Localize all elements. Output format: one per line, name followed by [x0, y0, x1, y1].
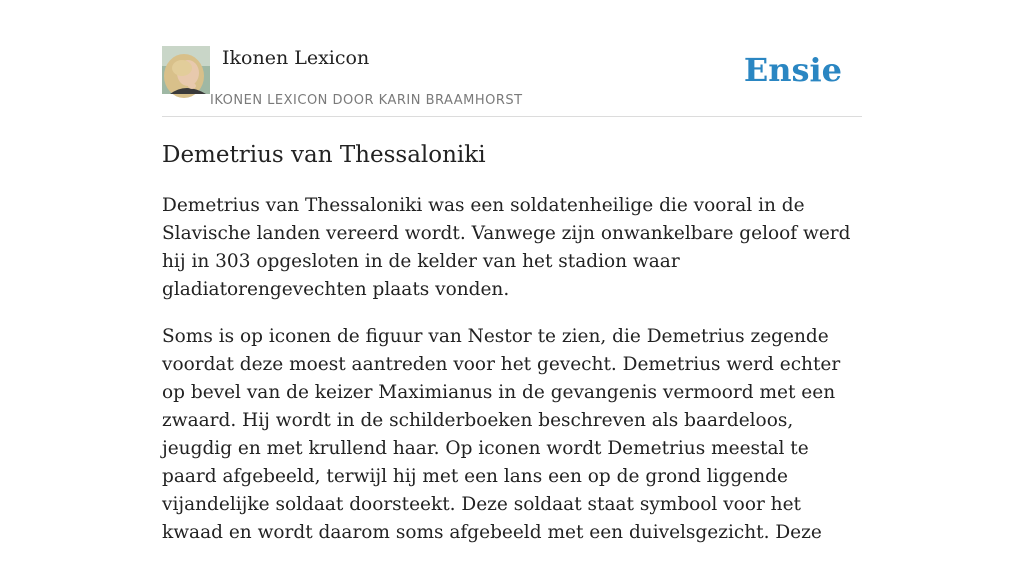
article-title: Demetrius van Thessaloniki — [162, 142, 486, 168]
article-paragraph: Demetrius van Thessaloniki was een soldatenheilige die vooral in de Slavische landen vereerd wordt. Vanwege zijn onwankelbare geloof werd hij in 303 opgesloten in de kelder van het stadion waar gladiatorengevechten plaats vonden. — [162, 195, 851, 300]
avatar-portrait-image — [162, 46, 210, 94]
article-body — [162, 192, 862, 566]
article-paragraph: Soms is op iconen de figuur van Nestor te zien, die Demetrius zegende voordat deze moest aantreden voor het gevecht. Demetrius werd echter op bevel van de keizer Maximianus in de gevangenis vermoord met een zwaard. Hij wordt in de schilderboeken beschreven als baardeloos, jeugdig en met krullend haar. Op iconen wordt Demetrius meestal te paard afgebeeld, terwijl hij met een lans een op de grond liggende vijandelijke soldaat doorsteekt. Deze soldaat staat symbool voor het kwaad en wordt daarom soms afgebeeld met een duivelsgezicht. Deze — [162, 326, 841, 543]
author-byline: IKONEN LEXICON DOOR KARIN BRAAMHORST — [210, 93, 523, 108]
author-header — [162, 44, 862, 117]
author-avatar[interactable] — [162, 46, 210, 94]
author-name[interactable]: Ikonen Lexicon — [222, 47, 370, 69]
ensie-logo[interactable]: Ensie — [743, 51, 842, 89]
